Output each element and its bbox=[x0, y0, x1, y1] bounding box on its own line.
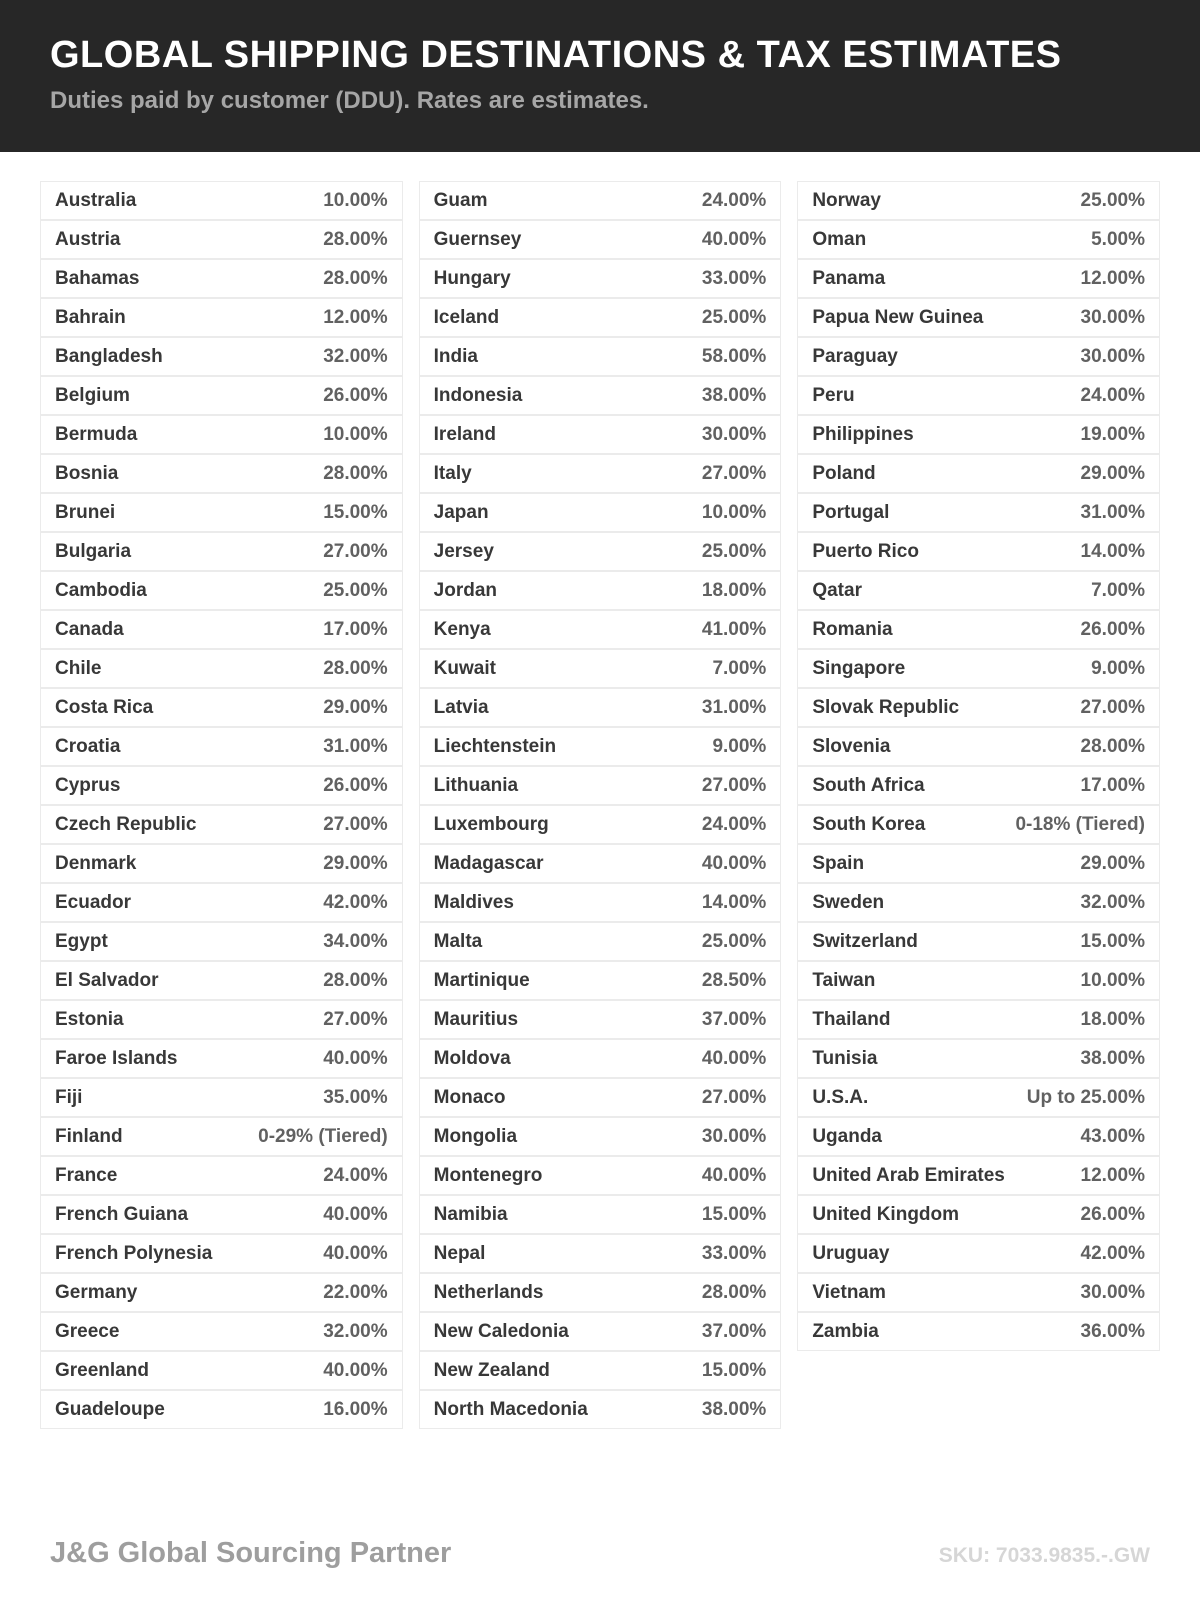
table-row bbox=[797, 1117, 1160, 1156]
rate-value: 12.00% bbox=[323, 306, 388, 328]
rate-value: 25.00% bbox=[701, 306, 767, 328]
country-label: Liechtenstein bbox=[433, 735, 557, 757]
country-label: Iceland bbox=[433, 306, 500, 328]
country-label: Ireland bbox=[433, 423, 496, 445]
country-label: Vietnam bbox=[812, 1281, 886, 1303]
table-row bbox=[419, 1312, 782, 1351]
rate-value: 10.00% bbox=[323, 189, 388, 211]
table-row bbox=[797, 571, 1160, 610]
table-row bbox=[419, 1039, 782, 1078]
table-row bbox=[40, 220, 403, 259]
table-row bbox=[40, 1039, 403, 1078]
country-label: South Africa bbox=[812, 774, 925, 796]
rate-value: 26.00% bbox=[1080, 1203, 1145, 1225]
table-row bbox=[419, 298, 782, 337]
table-row bbox=[40, 766, 403, 805]
table-row bbox=[419, 1117, 782, 1156]
table-row bbox=[40, 922, 403, 961]
country-label: Faroe Islands bbox=[55, 1047, 178, 1069]
rate-value: 28.00% bbox=[323, 267, 388, 289]
rates-grid bbox=[0, 152, 1200, 1429]
rate-value: 14.00% bbox=[1080, 540, 1145, 562]
table-row bbox=[40, 1390, 403, 1429]
rate-value: 0-29% (Tiered) bbox=[258, 1125, 388, 1147]
country-label: Bulgaria bbox=[55, 540, 132, 562]
table-row bbox=[419, 649, 782, 688]
table-row bbox=[40, 1117, 403, 1156]
table-row bbox=[797, 181, 1160, 220]
country-label: Croatia bbox=[55, 735, 121, 757]
country-label: Costa Rica bbox=[55, 696, 154, 718]
country-label: Finland bbox=[55, 1125, 123, 1147]
rate-value: 40.00% bbox=[701, 1164, 767, 1186]
table-row bbox=[40, 1078, 403, 1117]
rate-value: 10.00% bbox=[701, 501, 767, 523]
rate-value: 12.00% bbox=[1080, 267, 1145, 289]
rate-value: 30.00% bbox=[701, 1125, 767, 1147]
table-row bbox=[419, 571, 782, 610]
country-label: Ecuador bbox=[55, 891, 132, 913]
rate-value: 16.00% bbox=[323, 1398, 388, 1420]
country-label: Lithuania bbox=[433, 774, 519, 796]
rate-value: 7.00% bbox=[1091, 579, 1145, 601]
table-row bbox=[419, 1234, 782, 1273]
rate-value: 0-18% (Tiered) bbox=[1015, 813, 1145, 835]
rates-column-2 bbox=[419, 181, 782, 1429]
rate-value: 5.00% bbox=[1091, 228, 1145, 250]
country-label: Slovenia bbox=[812, 735, 891, 757]
country-label: Oman bbox=[812, 228, 867, 250]
rate-value: 42.00% bbox=[1080, 1242, 1145, 1264]
rate-value: 17.00% bbox=[323, 618, 388, 640]
rate-value: 43.00% bbox=[1080, 1125, 1145, 1147]
table-row bbox=[797, 337, 1160, 376]
table-row bbox=[40, 1156, 403, 1195]
rate-value: 40.00% bbox=[701, 852, 767, 874]
table-row bbox=[40, 337, 403, 376]
table-row bbox=[797, 805, 1160, 844]
rate-value: 29.00% bbox=[1080, 462, 1145, 484]
rate-value: 27.00% bbox=[323, 540, 388, 562]
table-row bbox=[419, 1156, 782, 1195]
table-row bbox=[40, 688, 403, 727]
rate-value: 40.00% bbox=[323, 1359, 388, 1381]
table-row bbox=[40, 181, 403, 220]
country-label: French Polynesia bbox=[55, 1242, 213, 1264]
country-label: Canada bbox=[55, 618, 124, 640]
rate-value: 35.00% bbox=[323, 1086, 388, 1108]
rate-value: 38.00% bbox=[701, 1398, 767, 1420]
rate-value: 28.00% bbox=[1080, 735, 1145, 757]
rate-value: 27.00% bbox=[701, 462, 767, 484]
country-label: Estonia bbox=[55, 1008, 124, 1030]
country-label: U.S.A. bbox=[812, 1086, 869, 1108]
header-banner bbox=[0, 0, 1200, 152]
country-label: Montenegro bbox=[433, 1164, 543, 1186]
table-row bbox=[40, 1351, 403, 1390]
table-row bbox=[40, 1195, 403, 1234]
country-label: Japan bbox=[433, 501, 489, 523]
country-label: Moldova bbox=[433, 1047, 511, 1069]
rate-value: 29.00% bbox=[1080, 852, 1145, 874]
rate-value: 10.00% bbox=[1080, 969, 1145, 991]
country-label: Tunisia bbox=[812, 1047, 878, 1069]
country-label: Philippines bbox=[812, 423, 914, 445]
rate-value: 26.00% bbox=[323, 384, 388, 406]
rate-value: 28.00% bbox=[701, 1281, 767, 1303]
rate-value: 24.00% bbox=[701, 813, 767, 835]
rate-value: 27.00% bbox=[323, 1008, 388, 1030]
rate-value: 7.00% bbox=[712, 657, 767, 679]
table-row bbox=[419, 1078, 782, 1117]
table-row bbox=[419, 181, 782, 220]
country-label: Latvia bbox=[433, 696, 489, 718]
country-label: Norway bbox=[812, 189, 881, 211]
table-row bbox=[419, 727, 782, 766]
rate-value: 40.00% bbox=[323, 1242, 388, 1264]
rate-value: 40.00% bbox=[323, 1203, 388, 1225]
country-label: Switzerland bbox=[812, 930, 918, 952]
table-row bbox=[40, 571, 403, 610]
table-row bbox=[419, 922, 782, 961]
rate-value: 24.00% bbox=[323, 1164, 388, 1186]
table-row bbox=[419, 610, 782, 649]
country-label: Fiji bbox=[55, 1086, 83, 1108]
table-row bbox=[40, 727, 403, 766]
rate-value: 14.00% bbox=[701, 891, 767, 913]
table-row bbox=[797, 259, 1160, 298]
table-row bbox=[797, 1078, 1160, 1117]
table-row bbox=[797, 493, 1160, 532]
rate-value: 30.00% bbox=[701, 423, 767, 445]
table-row bbox=[797, 610, 1160, 649]
country-label: Netherlands bbox=[433, 1281, 544, 1303]
rate-value: 26.00% bbox=[1080, 618, 1145, 640]
table-row bbox=[797, 883, 1160, 922]
table-row bbox=[797, 649, 1160, 688]
rate-value: 28.00% bbox=[323, 969, 388, 991]
table-row bbox=[419, 805, 782, 844]
rate-value: 40.00% bbox=[323, 1047, 388, 1069]
country-label: North Macedonia bbox=[433, 1398, 588, 1420]
country-label: Papua New Guinea bbox=[812, 306, 984, 328]
rate-value: 27.00% bbox=[1080, 696, 1145, 718]
rate-value: 25.00% bbox=[701, 540, 767, 562]
table-row bbox=[797, 298, 1160, 337]
table-row bbox=[419, 1000, 782, 1039]
country-label: Bahrain bbox=[55, 306, 126, 328]
country-label: Mongolia bbox=[433, 1125, 518, 1147]
rate-value: 18.00% bbox=[1080, 1008, 1145, 1030]
page-subtitle: Duties paid by customer (DDU). Rates are estimates. bbox=[50, 87, 649, 114]
country-label: El Salvador bbox=[55, 969, 159, 991]
table-row bbox=[419, 1390, 782, 1429]
rate-value: 26.00% bbox=[323, 774, 388, 796]
table-row bbox=[797, 1000, 1160, 1039]
rate-value: 30.00% bbox=[1080, 345, 1145, 367]
table-row bbox=[797, 1234, 1160, 1273]
rate-value: 31.00% bbox=[1080, 501, 1145, 523]
rate-value: 17.00% bbox=[1080, 774, 1145, 796]
table-row bbox=[419, 1195, 782, 1234]
country-label: Kuwait bbox=[433, 657, 496, 679]
rate-value: 9.00% bbox=[1091, 657, 1145, 679]
table-row bbox=[419, 454, 782, 493]
table-row bbox=[40, 415, 403, 454]
rate-value: 28.50% bbox=[701, 969, 767, 991]
rate-value: 41.00% bbox=[701, 618, 767, 640]
country-label: Denmark bbox=[55, 852, 137, 874]
table-row bbox=[40, 259, 403, 298]
rate-value: 40.00% bbox=[701, 1047, 767, 1069]
country-label: Nepal bbox=[433, 1242, 486, 1264]
table-row bbox=[419, 259, 782, 298]
rate-value: 32.00% bbox=[1080, 891, 1145, 913]
table-row bbox=[797, 1156, 1160, 1195]
rate-value: 32.00% bbox=[323, 1320, 388, 1342]
country-label: Spain bbox=[812, 852, 865, 874]
rate-value: 27.00% bbox=[323, 813, 388, 835]
country-label: Bangladesh bbox=[55, 345, 163, 367]
table-row bbox=[419, 844, 782, 883]
table-row bbox=[419, 961, 782, 1000]
country-label: Guadeloupe bbox=[55, 1398, 165, 1420]
table-row bbox=[419, 532, 782, 571]
table-row bbox=[419, 337, 782, 376]
rate-value: 30.00% bbox=[1080, 306, 1145, 328]
country-label: Bahamas bbox=[55, 267, 140, 289]
country-label: French Guiana bbox=[55, 1203, 189, 1225]
country-label: Malta bbox=[433, 930, 483, 952]
rate-value: Up to 25.00% bbox=[1026, 1086, 1145, 1108]
table-row bbox=[419, 220, 782, 259]
rate-value: 27.00% bbox=[701, 1086, 767, 1108]
table-row bbox=[797, 844, 1160, 883]
table-row bbox=[797, 415, 1160, 454]
rate-value: 25.00% bbox=[701, 930, 767, 952]
table-row bbox=[40, 1234, 403, 1273]
table-row bbox=[797, 766, 1160, 805]
table-row bbox=[40, 649, 403, 688]
country-label: United Kingdom bbox=[812, 1203, 960, 1225]
country-label: Italy bbox=[433, 462, 472, 484]
rate-value: 18.00% bbox=[701, 579, 767, 601]
table-row bbox=[797, 220, 1160, 259]
country-label: Martinique bbox=[433, 969, 530, 991]
rate-value: 15.00% bbox=[323, 501, 388, 523]
rate-value: 15.00% bbox=[701, 1203, 767, 1225]
rate-value: 12.00% bbox=[1080, 1164, 1145, 1186]
country-label: Greenland bbox=[55, 1359, 149, 1381]
table-row bbox=[797, 376, 1160, 415]
country-label: Bermuda bbox=[55, 423, 138, 445]
rate-value: 36.00% bbox=[1080, 1320, 1145, 1342]
country-label: Poland bbox=[812, 462, 876, 484]
rate-value: 29.00% bbox=[323, 696, 388, 718]
country-label: Jordan bbox=[433, 579, 498, 601]
table-row bbox=[797, 1312, 1160, 1351]
table-row bbox=[797, 961, 1160, 1000]
country-label: Monaco bbox=[433, 1086, 506, 1108]
rate-value: 24.00% bbox=[701, 189, 767, 211]
table-row bbox=[40, 1312, 403, 1351]
country-label: Australia bbox=[55, 189, 137, 211]
rate-value: 9.00% bbox=[712, 735, 767, 757]
country-label: Cyprus bbox=[55, 774, 121, 796]
rate-value: 58.00% bbox=[701, 345, 767, 367]
country-label: Namibia bbox=[433, 1203, 508, 1225]
country-label: Guam bbox=[433, 189, 488, 211]
table-row bbox=[40, 298, 403, 337]
country-label: Panama bbox=[812, 267, 886, 289]
country-label: Germany bbox=[55, 1281, 138, 1303]
rate-value: 42.00% bbox=[323, 891, 388, 913]
country-label: Bosnia bbox=[55, 462, 119, 484]
sku-label: SKU: 7033.9835.-.GW bbox=[938, 1544, 1150, 1567]
country-label: Greece bbox=[55, 1320, 120, 1342]
rate-value: 28.00% bbox=[323, 228, 388, 250]
table-row bbox=[419, 415, 782, 454]
country-label: Qatar bbox=[812, 579, 862, 601]
rates-column-1 bbox=[40, 181, 403, 1429]
country-label: Luxembourg bbox=[433, 813, 549, 835]
country-label: Uruguay bbox=[812, 1242, 890, 1264]
table-row bbox=[419, 766, 782, 805]
table-row bbox=[797, 727, 1160, 766]
country-label: New Zealand bbox=[433, 1359, 550, 1381]
country-label: Kenya bbox=[433, 618, 491, 640]
table-row bbox=[40, 610, 403, 649]
country-label: Egypt bbox=[55, 930, 108, 952]
table-row bbox=[40, 805, 403, 844]
country-label: Paraguay bbox=[812, 345, 898, 367]
table-row bbox=[40, 844, 403, 883]
table-row bbox=[797, 922, 1160, 961]
table-row bbox=[40, 1273, 403, 1312]
rate-value: 15.00% bbox=[1080, 930, 1145, 952]
country-label: Czech Republic bbox=[55, 813, 197, 835]
rate-value: 29.00% bbox=[323, 852, 388, 874]
rate-value: 31.00% bbox=[701, 696, 767, 718]
rate-value: 37.00% bbox=[701, 1320, 767, 1342]
rate-value: 15.00% bbox=[701, 1359, 767, 1381]
table-row bbox=[419, 1351, 782, 1390]
country-label: Zambia bbox=[812, 1320, 879, 1342]
country-label: Slovak Republic bbox=[812, 696, 960, 718]
country-label: Indonesia bbox=[433, 384, 523, 406]
rate-value: 31.00% bbox=[323, 735, 388, 757]
table-row bbox=[419, 883, 782, 922]
country-label: Romania bbox=[812, 618, 893, 640]
country-label: Cambodia bbox=[55, 579, 147, 601]
rate-value: 40.00% bbox=[701, 228, 767, 250]
rate-value: 28.00% bbox=[323, 657, 388, 679]
rate-value: 38.00% bbox=[701, 384, 767, 406]
table-row bbox=[797, 688, 1160, 727]
rate-value: 28.00% bbox=[323, 462, 388, 484]
table-row bbox=[40, 1000, 403, 1039]
country-label: Sweden bbox=[812, 891, 885, 913]
table-row bbox=[40, 376, 403, 415]
rate-value: 32.00% bbox=[323, 345, 388, 367]
table-row bbox=[797, 454, 1160, 493]
rate-value: 33.00% bbox=[701, 1242, 767, 1264]
table-row bbox=[40, 883, 403, 922]
country-label: Madagascar bbox=[433, 852, 544, 874]
rate-value: 38.00% bbox=[1080, 1047, 1145, 1069]
table-row bbox=[797, 1195, 1160, 1234]
table-row bbox=[797, 532, 1160, 571]
table-row bbox=[797, 1273, 1160, 1312]
rate-value: 25.00% bbox=[323, 579, 388, 601]
country-label: Thailand bbox=[812, 1008, 891, 1030]
country-label: Belgium bbox=[55, 384, 130, 406]
brand-name: J&G Global Sourcing Partner bbox=[50, 1537, 452, 1569]
country-label: Chile bbox=[55, 657, 102, 679]
rate-value: 27.00% bbox=[701, 774, 767, 796]
country-label: Uganda bbox=[812, 1125, 883, 1147]
country-label: Mauritius bbox=[433, 1008, 519, 1030]
country-label: India bbox=[433, 345, 478, 367]
rates-column-3 bbox=[797, 181, 1160, 1351]
rate-value: 30.00% bbox=[1080, 1281, 1145, 1303]
table-row bbox=[40, 493, 403, 532]
footer bbox=[0, 1537, 1200, 1570]
country-label: Hungary bbox=[433, 267, 511, 289]
table-row bbox=[40, 532, 403, 571]
country-label: Austria bbox=[55, 228, 121, 250]
rate-value: 22.00% bbox=[323, 1281, 388, 1303]
rate-value: 37.00% bbox=[701, 1008, 767, 1030]
table-row bbox=[419, 376, 782, 415]
country-label: New Caledonia bbox=[433, 1320, 569, 1342]
country-label: Puerto Rico bbox=[812, 540, 919, 562]
rate-value: 33.00% bbox=[701, 267, 767, 289]
country-label: Portugal bbox=[812, 501, 890, 523]
country-label: France bbox=[55, 1164, 118, 1186]
rate-value: 19.00% bbox=[1080, 423, 1145, 445]
rate-value: 24.00% bbox=[1080, 384, 1145, 406]
table-row bbox=[419, 493, 782, 532]
country-label: Brunei bbox=[55, 501, 116, 523]
country-label: Peru bbox=[812, 384, 855, 406]
country-label: Singapore bbox=[812, 657, 906, 679]
table-row bbox=[40, 454, 403, 493]
country-label: Guernsey bbox=[433, 228, 522, 250]
rate-value: 34.00% bbox=[323, 930, 388, 952]
country-label: South Korea bbox=[812, 813, 926, 835]
rate-value: 25.00% bbox=[1080, 189, 1145, 211]
country-label: United Arab Emirates bbox=[812, 1164, 1005, 1186]
table-row bbox=[419, 688, 782, 727]
table-row bbox=[797, 1039, 1160, 1078]
country-label: Maldives bbox=[433, 891, 514, 913]
page-title: GLOBAL SHIPPING DESTINATIONS & TAX ESTIMATES bbox=[50, 34, 1062, 76]
rate-value: 10.00% bbox=[323, 423, 388, 445]
country-label: Taiwan bbox=[812, 969, 876, 991]
table-row bbox=[40, 961, 403, 1000]
table-row bbox=[419, 1273, 782, 1312]
country-label: Jersey bbox=[433, 540, 494, 562]
